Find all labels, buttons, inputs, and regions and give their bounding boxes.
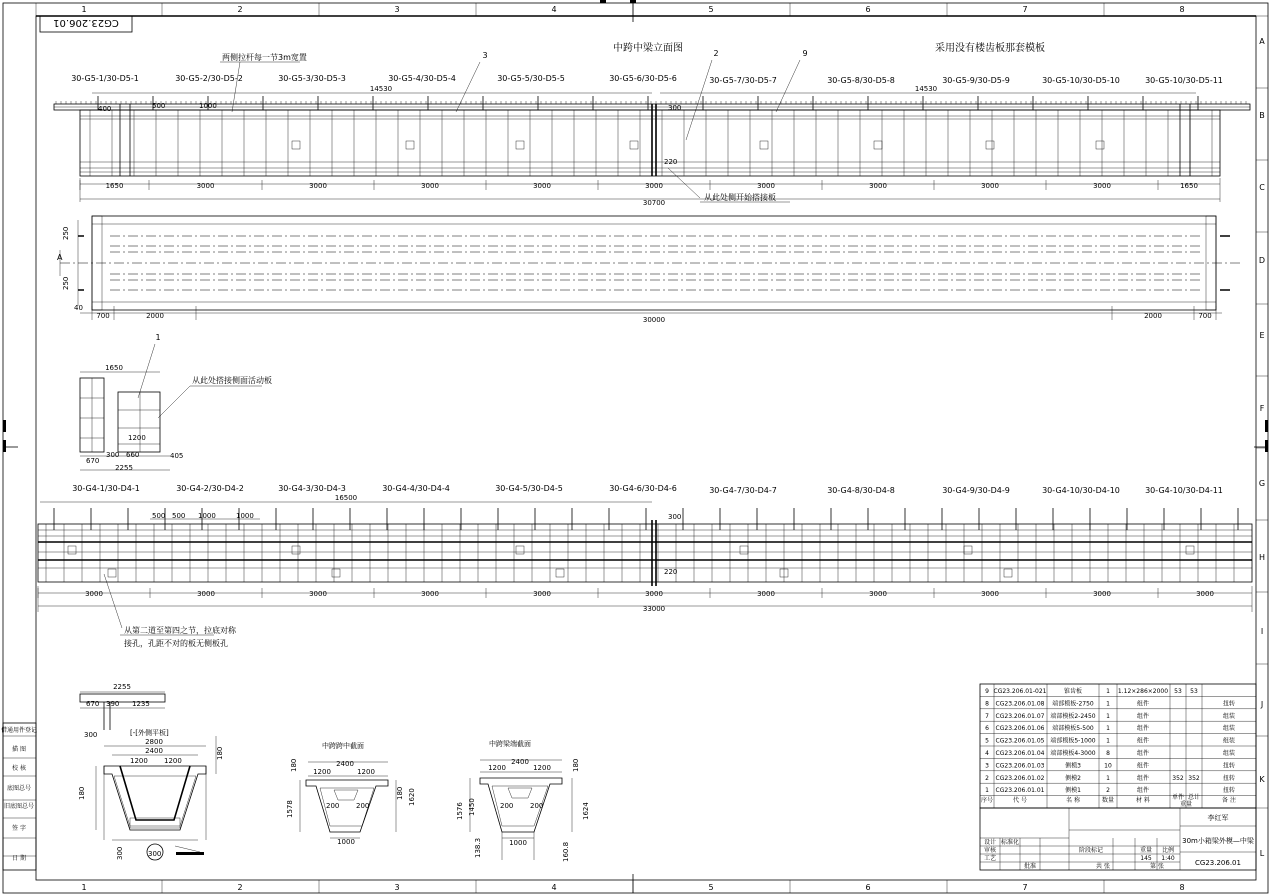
top-window [1096, 141, 1104, 149]
top-view-note-left: 两侧拉杆每一节3m宽置 [222, 53, 307, 62]
title-block [980, 808, 1256, 870]
bom-cell-name: 端部模板2-2450 [1050, 712, 1096, 720]
row-label-K: K [1259, 775, 1265, 784]
col-label-bottom-2: 2 [237, 883, 243, 892]
bottom-window [516, 546, 524, 554]
bom-cell-material: 组件 [1136, 737, 1150, 745]
stamp-cell-5: 日 期 [12, 855, 26, 862]
g4-label-5: 30-G4-5/30-D4-5 [495, 484, 563, 493]
col-label-bottom-1: 1 [81, 883, 87, 892]
top-seg-dim: 3000 [309, 182, 327, 190]
bottom-dim-300: 300 [668, 513, 682, 521]
g5-label-10: 30-G5-10/30-D5-10 [1042, 76, 1120, 85]
bottom-seg-dim: 3000 [1196, 590, 1214, 598]
plan-dim-250-bottom: 250 [62, 276, 70, 290]
sec3-dim-160-8: 160.8 [562, 841, 570, 862]
bom-h-no: 序号 [980, 797, 994, 804]
bom-cell-qty: 10 [1104, 762, 1112, 770]
sec1-dim-2255: 2255 [113, 683, 131, 691]
tb-stage-label: 阶段标记 [1078, 847, 1104, 854]
dim-500-top: 500 [152, 102, 166, 110]
sec2-dim-180-right: 180 [396, 786, 404, 800]
bom-cell-material: 组件 [1136, 725, 1150, 733]
top-window [630, 141, 638, 149]
bom-cell-name: 端部模板5-1000 [1050, 737, 1096, 745]
sec1-dim-180: 180 [216, 746, 224, 760]
outer-frame [0, 3, 1268, 893]
bom-cell-code: CG23.206.01.08 [995, 700, 1045, 708]
bottom-window [964, 546, 972, 554]
bom-cell-w1: 53 [1174, 688, 1182, 695]
sec1-dim-300-bottom: 300 [116, 846, 124, 860]
col-label-top-3: 3 [394, 5, 400, 14]
top-window [406, 141, 414, 149]
bom-cell-code: CG23.206.01.07 [995, 712, 1045, 720]
plan-dim-250-top: 250 [62, 226, 70, 240]
g4-label-10: 30-G4-10/30-D4-10 [1042, 486, 1120, 495]
tb-sheet-total: 共 张 [1096, 863, 1110, 870]
sec1-dim-2800: 2800 [145, 738, 163, 746]
detail-1-callout: 1 [155, 333, 161, 342]
left-stamp-column [1, 723, 37, 870]
bom-cell-no: 5 [985, 737, 989, 745]
stamp-cell-1: 借通用件登记 [0, 727, 38, 734]
bom-table [980, 684, 1256, 808]
sec2-dim-1200-right: 1200 [357, 768, 375, 776]
top-seg-dim: 3000 [533, 182, 551, 190]
g5-label-8: 30-G5-8/30-D5-8 [827, 76, 895, 85]
callout-2: 2 [713, 49, 719, 58]
bom-cell-name: 端部模板5-500 [1052, 725, 1094, 733]
dim-220-top: 220 [664, 158, 678, 166]
sec2-dim-2400: 2400 [336, 760, 354, 768]
sec2-title: 中跨跨中截面 [322, 742, 364, 750]
detail-1-dim-1650: 1650 [105, 364, 123, 372]
bottom-dim-1000-a: 1000 [198, 512, 216, 520]
col-label-top-2: 2 [237, 5, 243, 14]
row-label-B: B [1259, 111, 1265, 120]
sec3-title: 中跨梁端截面 [489, 740, 531, 748]
detail-1-view [80, 333, 272, 472]
top-window [986, 141, 994, 149]
bom-rows [980, 687, 1256, 796]
g5-label-7: 30-G5-7/30-D5-7 [709, 76, 777, 85]
bom-cell-no: 6 [985, 725, 989, 733]
bom-cell-qty: 1 [1106, 712, 1110, 720]
bom-cell-code: CG23.206.01.01 [995, 787, 1045, 795]
row-index-strip [1256, 16, 1268, 858]
sec3-dim-138-3: 138.3 [474, 837, 482, 858]
bom-cell-name: 侧模3 [1065, 762, 1081, 770]
top-seg-dim: 1650 [105, 182, 124, 190]
sec1-dim-670: 670 [86, 700, 100, 708]
top-segment-dims [80, 180, 1198, 190]
col-label-top-7: 7 [1022, 5, 1028, 14]
bom-h-qty: 数量 [1101, 797, 1115, 804]
bottom-dim-500-b: 500 [172, 512, 186, 520]
detail-1-note: 从此处搭接侧面活动板 [192, 376, 272, 385]
rotated-drawing-number [40, 16, 132, 32]
bottom-note-line2: 接孔，孔距不对的板无侧板孔 [124, 639, 228, 648]
plan-dim-30000: 30000 [642, 316, 666, 324]
bom-cell-note: 组装 [1222, 725, 1236, 733]
bottom-dim-1000-b: 1000 [236, 512, 254, 520]
plan-marker-A: A [57, 253, 63, 262]
col-label-top-6: 6 [865, 5, 871, 14]
bom-cell-code: CG23.206.01-021 [993, 688, 1047, 695]
plan-dim-40: 40 [74, 304, 83, 312]
bom-h-material: 材 料 [1136, 797, 1150, 804]
bottom-seg-dim: 3000 [645, 590, 663, 598]
sec2-dim-1578: 1578 [286, 800, 294, 818]
tb-sheet-of: 第 张 [1150, 863, 1164, 870]
col-label-bottom-4: 4 [551, 883, 557, 892]
bom-h-note: 备 注 [1222, 797, 1236, 804]
bom-cell-no: 8 [985, 700, 989, 708]
bom-h-name: 名 称 [1066, 797, 1080, 804]
sec3-dim-1624: 1624 [582, 802, 590, 820]
col-label-bottom-8: 8 [1179, 883, 1185, 892]
bottom-seg-dim: 3000 [869, 590, 887, 598]
bottom-seg-dim: 3000 [1093, 590, 1111, 598]
bom-h-w1: 单件 [1171, 794, 1185, 801]
g4-label-7: 30-G4-7/30-D4-7 [709, 486, 777, 495]
bottom-seg-dim: 3000 [981, 590, 999, 598]
g4-label-3: 30-G4-3/30-D4-3 [278, 484, 346, 493]
col-label-top-4: 4 [551, 5, 557, 14]
bottom-seg-dim: 3000 [197, 590, 215, 598]
bom-cell-no: 9 [985, 688, 989, 695]
top-window [760, 141, 768, 149]
bom-cell-name: 端部模板4-3000 [1050, 750, 1096, 757]
g5-label-5: 30-G5-5/30-D5-5 [497, 74, 565, 83]
g5-label-1: 30-G5-1/30-D5-1 [71, 74, 139, 83]
top-seg-dim: 3000 [757, 182, 775, 190]
col-label-bottom-6: 6 [865, 883, 871, 892]
col-label-bottom-7: 7 [1022, 883, 1028, 892]
row-label-I: I [1260, 627, 1264, 636]
bottom-window [740, 546, 748, 554]
plan-dim-2000-left: 2000 [146, 312, 164, 320]
detail-1-dim-300: 300 [106, 451, 120, 459]
row-label-F: F [1259, 404, 1265, 413]
top-view-title: 中跨中梁立面图 [613, 43, 683, 54]
half-length-left: 14530 [369, 85, 393, 93]
sec1-dim-300-circle: 300 [148, 850, 162, 858]
bom-cell-qty: 1 [1106, 725, 1110, 733]
bom-cell-material: 组件 [1136, 762, 1150, 770]
sec1-dim-1200-right: 1200 [164, 757, 182, 765]
top-window [874, 141, 882, 149]
sec2-dim-1000: 1000 [337, 838, 355, 846]
g4-label-9: 30-G4-9/30-D4-9 [942, 486, 1010, 495]
bom-cell-material: 组件 [1136, 787, 1150, 795]
bottom-window [1186, 546, 1194, 554]
tb-scale-label: 比例 [1161, 847, 1175, 854]
g4-label-11: 30-G4-10/30-D4-11 [1145, 486, 1223, 495]
sec1-label: [-[外侧平板] [130, 729, 169, 737]
g5-label-4: 30-G5-4/30-D5-4 [388, 74, 456, 83]
section-3-view [456, 739, 590, 862]
top-view-note-right: 采用没有楼齿板那套模板 [935, 43, 1045, 54]
sec2-dim-200-right: 200 [356, 802, 370, 810]
col-label-bottom-5: 5 [708, 883, 714, 892]
dim-400: 400 [98, 105, 112, 113]
tb-role-3: 工艺 [983, 855, 997, 862]
bottom-window [556, 569, 564, 577]
sec3-dim-1576: 1576 [456, 802, 464, 820]
section-2-view [286, 741, 416, 846]
bom-cell-qty: 1 [1106, 774, 1110, 782]
g4-label-4: 30-G4-4/30-D4-4 [382, 484, 450, 493]
bom-cell-material: 组件 [1136, 774, 1150, 782]
bom-cell-qty: 2 [1106, 787, 1110, 795]
bom-cell-no: 2 [985, 774, 989, 782]
bottom-seg-dim: 3000 [421, 590, 439, 598]
row-label-L: L [1259, 849, 1265, 858]
bom-h-weight: 重量 [1179, 801, 1193, 808]
stamp-cell-6: 描 图 [12, 746, 26, 753]
bottom-dim-220: 220 [664, 568, 678, 576]
detail-1-dim-405: 405 [170, 452, 184, 460]
sec3-dim-2400: 2400 [511, 758, 529, 766]
sec1-dim-1200-left: 1200 [130, 757, 148, 765]
sec1-dim-180-left: 180 [78, 786, 86, 800]
bom-cell-note: 组装 [1222, 712, 1236, 720]
bottom-elevation-view [38, 484, 1252, 649]
dim-300-top: 300 [668, 104, 682, 112]
bom-cell-no: 1 [985, 787, 989, 795]
g4-label-2: 30-G4-2/30-D4-2 [176, 484, 244, 493]
bom-cell-code: CG23.206.01.06 [995, 725, 1045, 733]
bottom-window [292, 546, 300, 554]
bom-cell-w1: 352 [1172, 774, 1184, 782]
g5-label-11: 30-G5-10/30-D5-11 [1145, 76, 1223, 85]
sec3-dim-1200-right: 1200 [533, 764, 551, 772]
sec3-dim-1450: 1450 [468, 798, 476, 816]
top-seg-dim: 3000 [645, 182, 663, 190]
top-view-ticks [56, 101, 1246, 104]
bom-cell-note: 组装 [1222, 750, 1236, 757]
sec1-dim-300: 300 [84, 731, 98, 739]
bom-cell-w2: 53 [1190, 688, 1198, 695]
bom-cell-code: CG23.206.01.05 [995, 737, 1045, 745]
sec3-dim-200-right: 200 [530, 802, 544, 810]
sec1-dim-2400: 2400 [145, 747, 163, 755]
dim-1000-top: 1000 [199, 102, 217, 110]
bom-cell-note: 扭转 [1222, 774, 1236, 782]
bom-cell-qty: 1 [1106, 737, 1110, 745]
col-label-top-1: 1 [81, 5, 87, 14]
detail-1-dim-670: 670 [86, 457, 100, 465]
top-note-bottom: 从此处侧开始搭接板 [704, 193, 776, 202]
detail-1-dim-2255: 2255 [115, 464, 133, 472]
bottom-window [68, 546, 76, 554]
tb-role-2: 审核 [983, 847, 997, 854]
sec3-dim-1000: 1000 [509, 839, 527, 847]
stamp-cell-7: 校 核 [12, 765, 26, 772]
bom-cell-qty: 1 [1106, 700, 1110, 708]
top-view-ribs [90, 96, 1212, 176]
bom-cell-qty: 1 [1106, 688, 1110, 695]
col-label-bottom-3: 3 [394, 883, 400, 892]
detail-1-dim-660: 660 [126, 451, 140, 459]
bom-cell-name: 侧模1 [1065, 787, 1081, 795]
rotated-drawing-number-text: CG23.206.01 [53, 17, 119, 28]
bom-h-w2: 总计 [1187, 794, 1201, 801]
stamp-cell-4: 签 字 [12, 825, 26, 832]
callout-3: 3 [482, 51, 488, 60]
plan-dim-700-left: 700 [96, 312, 110, 320]
g5-label-2: 30-G5-2/30-D5-2 [175, 74, 243, 83]
top-view-windows [292, 141, 1104, 149]
bom-h-code: 代 号 [1013, 797, 1027, 804]
row-label-C: C [1259, 183, 1265, 192]
tb-drawing-name: 30m小箱梁外模—中梁 [1182, 837, 1254, 845]
bom-cell-material: 组件 [1136, 712, 1150, 720]
tb-weight-label: 重量 [1139, 847, 1153, 854]
bottom-seg-dim: 3000 [533, 590, 551, 598]
col-label-top-8: 8 [1179, 5, 1185, 14]
section-1-view [78, 683, 224, 860]
sec3-dim-180: 180 [572, 758, 580, 772]
stamp-cell-2: 旧底图总号 [3, 803, 35, 810]
detail-1-dim-1200: 1200 [128, 434, 146, 442]
row-label-G: G [1258, 479, 1266, 488]
tb-role-1: 设计 [983, 839, 997, 846]
g5-label-6: 30-G5-6/30-D5-6 [609, 74, 677, 83]
sec2-dim-1620: 1620 [408, 788, 416, 806]
plan-dim-700-right: 700 [1198, 312, 1212, 320]
half-length-right: 14530 [914, 85, 938, 93]
top-window [292, 141, 300, 149]
top-seg-dim: 3000 [869, 182, 887, 190]
top-seg-dim: 3000 [1093, 182, 1111, 190]
row-label-J: J [1260, 700, 1264, 709]
bom-cell-no: 7 [985, 712, 989, 720]
bottom-dim-500-a: 500 [152, 512, 166, 520]
tb-weight: 145 [1140, 855, 1152, 862]
row-label-A: A [1259, 37, 1265, 46]
bottom-window [1004, 569, 1012, 577]
sec1-dim-390: 390 [106, 700, 120, 708]
sec1-dim-1235: 1235 [132, 700, 150, 708]
row-label-E: E [1259, 331, 1265, 340]
bom-cell-code: CG23.206.01.02 [995, 774, 1045, 782]
bottom-seg-dim: 3000 [757, 590, 775, 598]
sec3-dim-200-left: 200 [500, 802, 514, 810]
top-total-dim: 30700 [642, 199, 666, 207]
plan-view [57, 216, 1240, 324]
bom-cell-note: 组装 [1222, 737, 1236, 745]
g5-label-3: 30-G5-3/30-D5-3 [278, 74, 346, 83]
bottom-window [108, 569, 116, 577]
bom-cell-note: 扭转 [1222, 700, 1236, 708]
bom-cell-note: 扭转 [1222, 762, 1236, 770]
sec2-dim-200-left: 200 [326, 802, 340, 810]
tb-company: 李红军 [1207, 814, 1229, 822]
top-seg-dim: 3000 [421, 182, 439, 190]
bottom-dim-16500: 16500 [334, 494, 358, 502]
tb-scale: 1:40 [1161, 855, 1175, 862]
stamp-cell-3: 底图总号 [6, 785, 32, 792]
bom-cell-no: 4 [985, 750, 989, 757]
tb-role-4: 标准化 [1000, 839, 1020, 846]
top-elevation-view [54, 41, 1250, 207]
row-label-H: H [1258, 553, 1266, 562]
sec3-dim-1200-left: 1200 [488, 764, 506, 772]
bottom-view-windows [68, 546, 1194, 577]
g4-label-1: 30-G4-1/30-D4-1 [72, 484, 140, 493]
g4-label-8: 30-G4-8/30-D4-8 [827, 486, 895, 495]
bom-cell-code: CG23.206.01.04 [995, 750, 1045, 757]
col-label-top-5: 5 [708, 5, 714, 14]
tb-role-5: 批准 [1023, 863, 1037, 870]
bom-cell-no: 3 [985, 762, 989, 770]
bottom-seg-dim: 3000 [85, 590, 103, 598]
tb-drawing-no: CG23.206.01 [1195, 859, 1241, 867]
bottom-window [332, 569, 340, 577]
bom-cell-w2: 352 [1188, 774, 1200, 782]
bom-cell-material: 1.12×286×2000 [1117, 688, 1169, 695]
g4-label-6: 30-G4-6/30-D4-6 [609, 484, 677, 493]
sec2-dim-1200-left: 1200 [313, 768, 331, 776]
top-window [516, 141, 524, 149]
top-seg-dim: 1650 [1180, 182, 1198, 190]
plan-dim-2000-right: 2000 [1144, 312, 1162, 320]
bottom-total-dim: 33000 [642, 605, 666, 613]
top-seg-dim: 3000 [981, 182, 999, 190]
bom-cell-name: 侧模2 [1065, 774, 1081, 782]
bottom-note-line1: 从第二道至第四之节，拉底对称 [124, 626, 236, 635]
bom-cell-name: 端部模板-2750 [1052, 700, 1094, 708]
bottom-seg-dim: 3000 [309, 590, 327, 598]
column-index-strips [36, 3, 1185, 893]
g5-label-9: 30-G5-9/30-D5-9 [942, 76, 1010, 85]
row-label-D: D [1258, 256, 1266, 265]
bom-cell-name: 锥齿板 [1063, 688, 1083, 695]
bom-cell-material: 组件 [1136, 750, 1150, 757]
top-seg-dim: 3000 [196, 182, 215, 190]
bom-cell-code: CG23.206.01.03 [995, 762, 1045, 770]
bom-cell-material: 组件 [1136, 700, 1150, 708]
bom-cell-qty: 8 [1106, 750, 1110, 757]
sec2-dim-180: 180 [290, 758, 298, 772]
callout-9: 9 [802, 49, 808, 58]
bom-cell-note: 扭转 [1222, 787, 1236, 795]
